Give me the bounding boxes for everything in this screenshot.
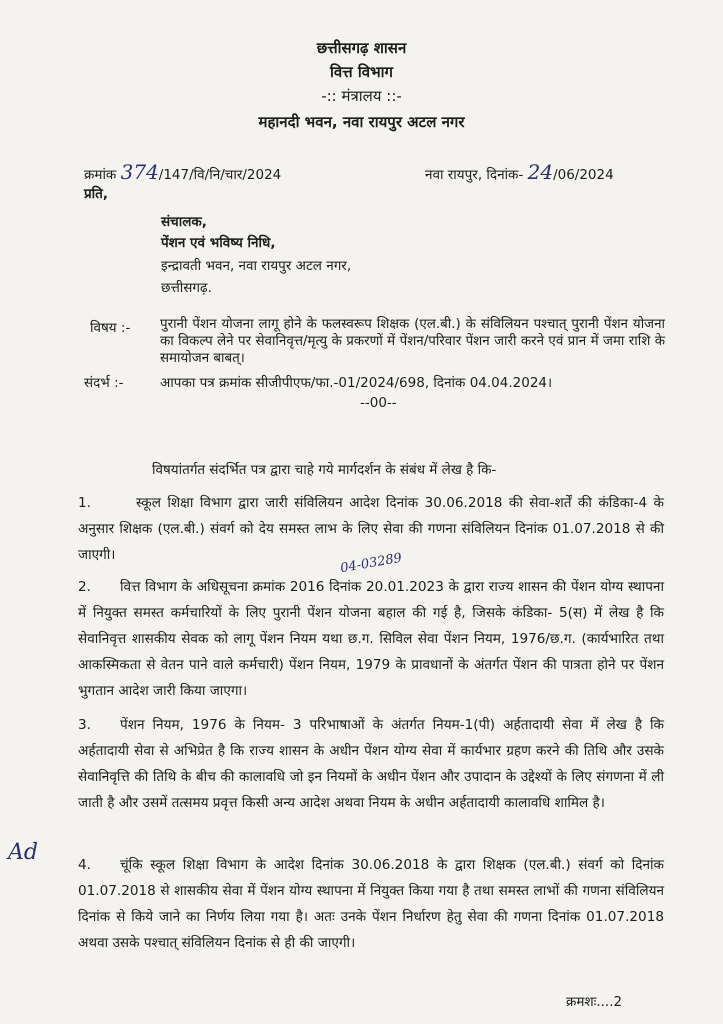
department-name: वित्त विभाग <box>330 63 393 81</box>
paragraph-text: चूंकि स्कूल शिक्षा विभाग के आदेश दिनांक 30.06.2018 के द्वारा शिक्षक (एल.बी.) संवर्ग को दिनांक 01.07.2018 से शासकीय सेवा में पेंशन योग्य स्थापना में नियुक्त किया गया है तथा समस्त लाभों की गणना संविलियन दिनांक से किये जाने का निर्णय लिया गया है। अतः उनके पेंशन निर्धारण हेतु सेवा की गणना दिनांक 01.07.2018 अथवा उसके पश्चात् संविलियन दिनांक से ही की जाएगी। <box>78 857 664 951</box>
paragraph-3 <box>78 712 664 816</box>
handwritten-number: 374 <box>120 160 159 184</box>
paragraph-4 <box>78 852 664 956</box>
paragraph-text: स्कूल शिक्षा विभाग द्वारा जारी संविलियन आदेश दिनांक 30.06.2018 की सेवा-शर्तें की कंडिका-4 के अनुसार शिक्षक (एल.बी.) संवर्ग को देय समस्त लाभ के लिए सेवा की गणना संविलियन दिनांक 01.07.2018 से की जाएगी। <box>78 495 664 563</box>
reference-prefix: क्रमांक <box>84 167 117 183</box>
office-address: महानदी भवन, नवा रायपुर अटल नगर <box>258 113 465 131</box>
paragraph-number: 4. <box>78 857 91 873</box>
divider: --00-- <box>360 395 397 411</box>
paragraph-2 <box>78 574 664 704</box>
addressee-line-4: छत्तीसगढ़. <box>161 280 212 296</box>
paragraph-text: पेंशन नियम, 1976 के नियम- 3 परिभाषाओं के अंतर्गत नियम-1(पी) अर्हतादायी सेवा में लेख है कि अर्हतादायी सेवा से अभिप्रेत है कि राज्य शासन के अधीन पेंशन योग्य सेवा में कार्यभार ग्रहण करने की तिथि और उसके सेवानिवृत्ति की तिथि के बीच की कालावधि जो इन नियमों के अधीन पेंशन और उपादान के उद्देश्यों के लिए संगणना में ली जाती है और उसमें तत्समय प्रवृत्त किसी अन्य आदेश अथवा नियम के अधीन अर्हतादायी कालावधि शामिल है। <box>78 717 664 811</box>
addressee-line-2: पेंशन एवं भविष्य निधि, <box>161 235 276 251</box>
addressee-line-3: इन्द्रावती भवन, नवा रायपुर अटल नगर, <box>161 258 352 274</box>
govt-name: छत्तीसगढ़ शासन <box>316 39 407 57</box>
addressee-line-1: संचालक, <box>161 214 207 230</box>
date-rest: /06/2024 <box>553 167 614 183</box>
reference-number-rest: /147/वि/नि/चार/2024 <box>158 167 282 183</box>
secretariat-line: -:: मंत्रालय ::- <box>321 87 402 105</box>
handwritten-date: 24 <box>527 160 554 184</box>
place-date <box>425 160 614 184</box>
reference-label: संदर्भ :- <box>84 375 124 391</box>
paragraph-text: वित्त विभाग के अधिसूचना क्रमांक 2016 दिनांक 20.01.2023 के द्वारा राज्य शासन की पेंशन योग्य स्थापना में नियुक्त समस्त कर्मचारियों के लिए पुरानी पेंशन योजना बहाल की गई है, जिसके कंडिका- 5(स) में लेख है कि सेवानिवृत्त शासकीय सेवक को लागू पेंशन नियम यथा छ.ग. सिविल सेवा पेंशन नियम, 1976/छ.ग. (कार्यभारित तथा आकस्मिकता से वेतन पाने वाले कर्मचारी) पेंशन नियम, 1979 के प्रावधानों के अंतर्गत पेंशन की पात्रता होने पर पेंशन भुगतान आदेश जारी किया जाएगा। <box>78 579 664 699</box>
margin-initials: Ad <box>8 840 38 865</box>
paragraph-number: 1. <box>78 495 91 511</box>
subject-text: पुरानी पेंशन योजना लागू होने के फलस्वरूप शिक्षक (एल.बी.) के संविलियन पश्चात् पुरानी पेंशन योजना का विकल्प लेने पर सेवानिवृत्त/मृत्यु के प्रकरणों में पेंशन/परिवार पेंशन जारी करने एवं प्रान में जमा राशि के समायोजन बाबत्। <box>160 317 665 366</box>
continued-marker: क्रमशः....2 <box>566 994 623 1010</box>
paragraph-number: 3. <box>78 717 91 733</box>
inward-number: 04-03289 <box>339 550 404 577</box>
reference-number <box>84 160 281 184</box>
subject-label: विषय :- <box>90 320 131 336</box>
reference-text: आपका पत्र क्रमांक सीजीपीएफ/फा.-01/2024/698, दिनांक 04.04.2024। <box>160 375 553 391</box>
intro-line: विषयांतर्गत संदर्भित पत्र द्वारा चाहे गये मार्गदर्शन के संबंध में लेख है कि- <box>152 462 497 478</box>
to-label: प्रति, <box>84 186 109 202</box>
place-date-prefix: नवा रायपुर, दिनांक- <box>425 167 524 183</box>
paragraph-number: 2. <box>78 579 91 595</box>
